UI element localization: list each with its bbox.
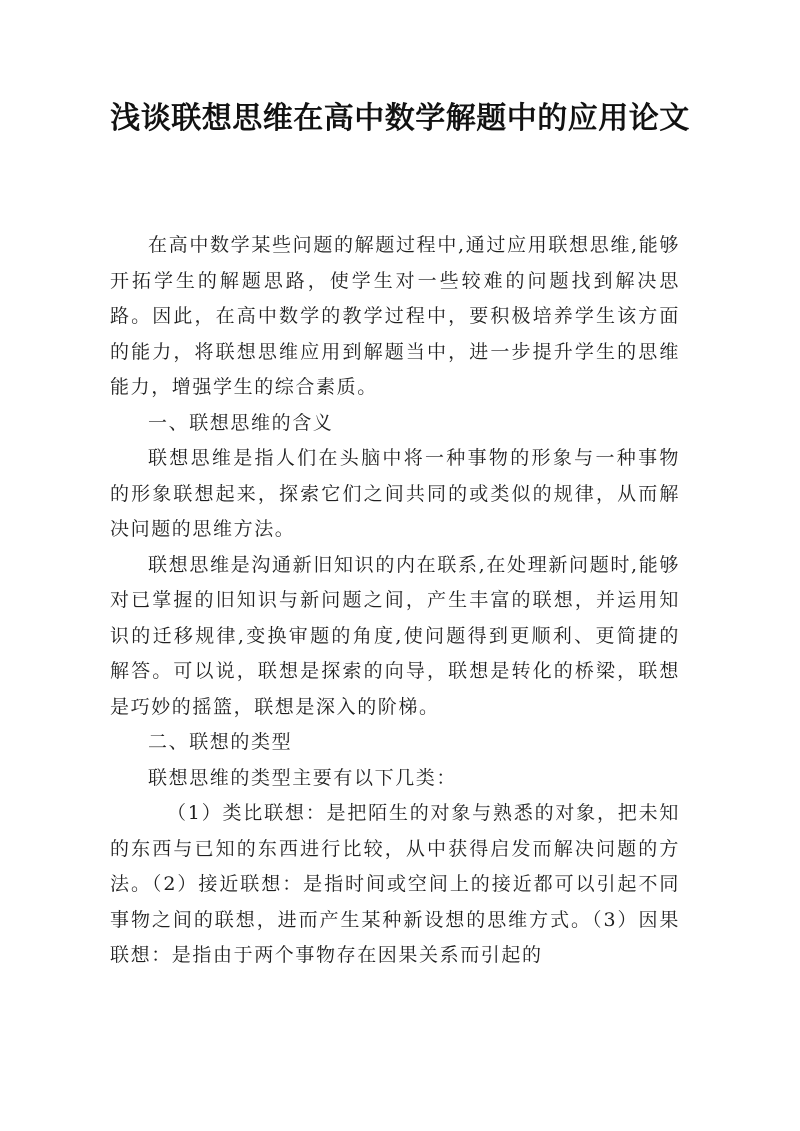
intro-paragraph: 在高中数学某些问题的解题过程中,通过应用联想思维,能够开拓学生的解题思路，使学生对一些较难的问题找到解决思路。因此，在高中数学的教学过程中，要积极培养学生该方面的能力，将联想思维应用到解题当中，进一步提升学生的思维能力，增强学生的综合素质。	[110, 234, 680, 398]
types-intro-paragraph: 联想思维的类型主要有以下几类：	[148, 766, 458, 789]
explanation-paragraph: 联想思维是沟通新旧知识的内在联系,在处理新问题时,能够对已掌握的旧知识与新问题之间，产生丰富的联想，并运用知识的迁移规律,变换审题的角度,使问题得到更顺利、更简捷的解答。可以说，联想是探索的向导，联想是转化的桥梁，联想是巧妙的摇篮，联想是深入的阶梯。	[110, 553, 680, 718]
section-heading-1: 一、联想思维的含义	[148, 411, 334, 434]
types-list-paragraph: （1）类比联想：是把陌生的对象与熟悉的对象，把未知的东西与已知的东西进行比较，从中获得启发而解决问题的方法。（2）接近联想：是指时间或空间上的接近都可以引起不同事物之间的联想，进而产生某种新设想的思维方式。（3）因果联想：是指由于两个事物存在因果关系而引起的	[110, 802, 680, 966]
document-body	[110, 228, 680, 974]
section-heading-2: 二、联想的类型	[148, 731, 293, 753]
document-title: 浅谈联想思维在高中数学解题中的应用论文	[110, 101, 690, 136]
definition-paragraph: 联想思维是指人们在头脑中将一种事物的形象与一种事物的形象联想起来，探索它们之间共同的或类似的规律，从而解决问题的思维方法。	[110, 447, 680, 540]
